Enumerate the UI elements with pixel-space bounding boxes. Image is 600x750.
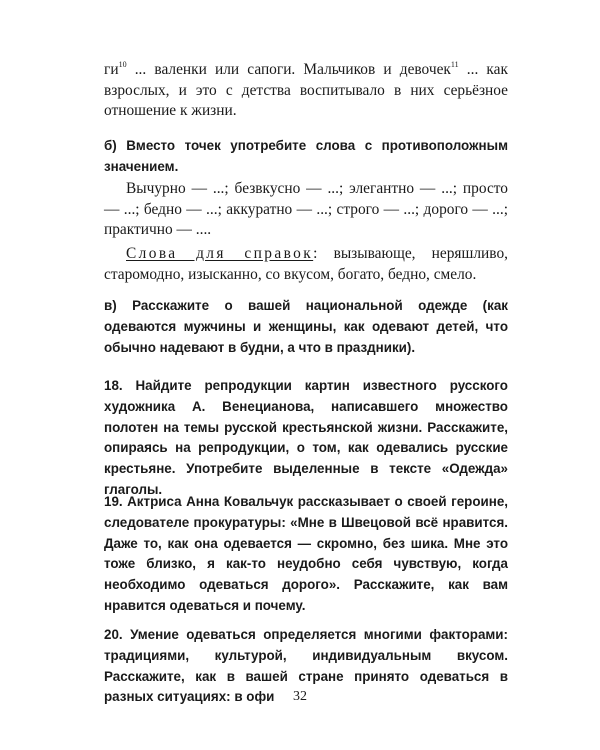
page-number: 32 xyxy=(293,689,307,704)
intro-text-start: ги xyxy=(104,61,119,78)
intro-paragraph xyxy=(104,60,508,122)
task-b-heading: б) Вместо точек употребите слова с противоположным значением. xyxy=(104,138,508,174)
task-b-body: Вычурно — ...; безвкусно — ...; элегантно — ...; просто — ...; бедно — ...; аккуратно — ...; строго — ...; дорого — ...; практично — .... xyxy=(104,180,508,238)
reference-list: : вызывающе, неряшливо, старомодно, изысканно, со вкусом, богато, бедно, смело. xyxy=(104,245,508,283)
footnote-ref-10: 10 xyxy=(118,59,127,69)
task-19: 19. Актриса Анна Ковальчук рассказывает о своей героине, следователе прокуратуры: «Мне в Швецовой всё нравится. Даже то, как она одевается — скромно, без шика. Мне это тоже близко, я как-то неудобно себя чувствую, когда необходимо одеваться дорого». Расскажите, как вам нравится одеваться и почему. xyxy=(104,494,508,613)
intro-text-end: ... как взрослых, и это с детства воспитывало в них серьёзное отношение к жизни. xyxy=(104,61,508,119)
reference-label: Слова для справок xyxy=(126,245,314,262)
task-20: 20. Умение одеваться определяется многими факторами: традициями, культурой, индивидуальным вкусом. Расскажите, как в вашей стране принято одеваться в разных ситуациях: в офи xyxy=(104,627,508,705)
task-v: в) Расскажите о вашей национальной одежде (как одеваются мужчины и женщины, как одевают детей, что обычно надевают в будни, а что в праздники). xyxy=(104,298,508,355)
task-18: 18. Найдите репродукции картин известного русского художника А. Венецианова, написавшего множество полотен на темы русской крестьянской жизни. Расскажите, опираясь на репродукции, о том, как одевались русские крестьяне. Употребите выделенные в тексте «Одежда» глаголы. xyxy=(104,378,508,497)
intro-text-middle: ... валенки или сапоги. Мальчиков и девочек xyxy=(126,61,451,78)
footnote-ref-11: 11 xyxy=(450,59,459,69)
reference-words xyxy=(104,244,508,285)
